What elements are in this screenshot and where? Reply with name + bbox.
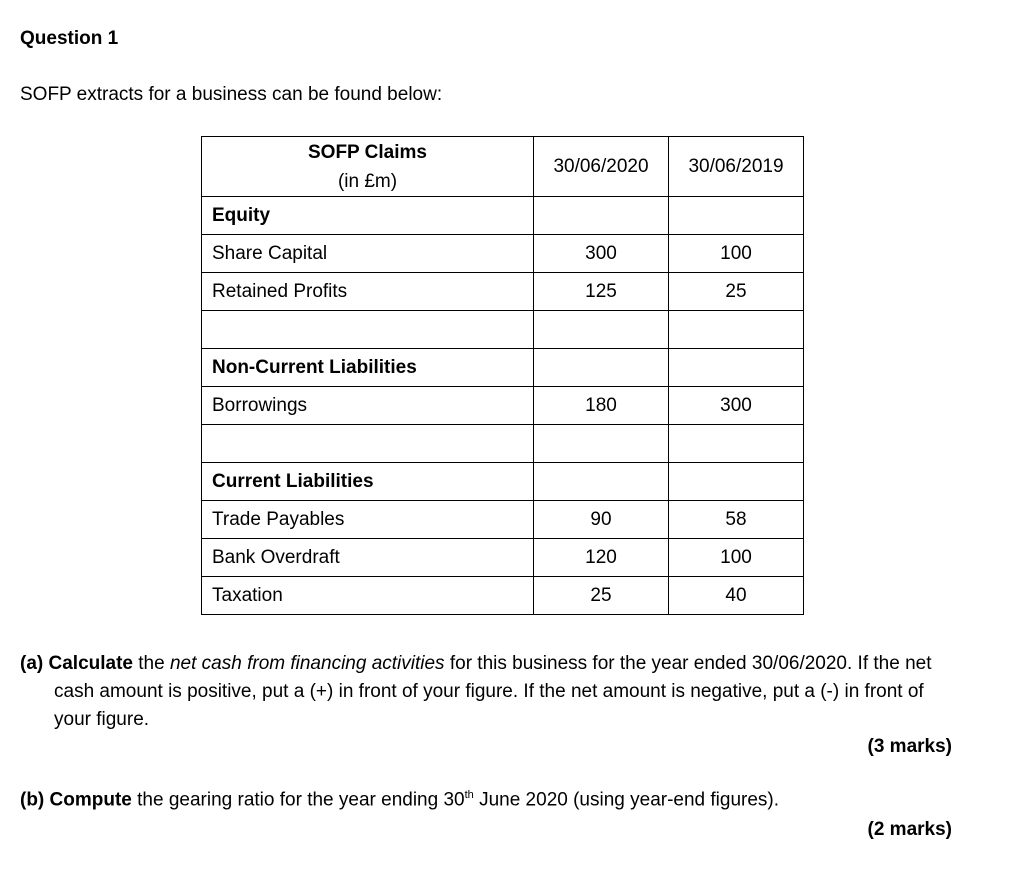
row-label: Retained Profits [202, 273, 534, 311]
row-value-2020 [534, 311, 669, 349]
row-value-2019: 25 [669, 273, 804, 311]
header-subtitle: (in £m) [337, 170, 398, 192]
row-value-2019: 40 [669, 577, 804, 615]
part-a [20, 650, 960, 734]
header-title: SOFP Claims [308, 141, 427, 163]
part-b-text2: June 2020 (using year-end figures). [479, 789, 780, 811]
table-row [202, 387, 804, 425]
row-value-2020 [534, 349, 669, 387]
row-label: Equity [202, 197, 534, 235]
table-row [202, 501, 804, 539]
row-value-2019 [669, 349, 804, 387]
row-value-2020 [534, 197, 669, 235]
part-b-label: (b) [20, 789, 45, 811]
table-row [202, 235, 804, 273]
row-value-2020: 125 [534, 273, 669, 311]
row-value-2020: 90 [534, 501, 669, 539]
sofp-table [201, 136, 804, 615]
row-label: Current Liabilities [202, 463, 534, 501]
row-label: Non-Current Liabilities [202, 349, 534, 387]
row-value-2020 [534, 425, 669, 463]
row-value-2019 [669, 425, 804, 463]
table-row [202, 577, 804, 615]
table-row [202, 463, 804, 501]
question-title: Question 1 [20, 28, 119, 49]
table-row [202, 349, 804, 387]
header-col-2019: 30/06/2019 [669, 137, 804, 197]
row-label: Share Capital [202, 235, 534, 273]
part-a-text1: the [138, 653, 165, 674]
row-value-2019: 58 [669, 501, 804, 539]
table-row [202, 197, 804, 235]
row-label: Trade Payables [202, 501, 534, 539]
header-claims-cell [202, 137, 534, 197]
row-value-2019: 300 [669, 387, 804, 425]
table-header-row [202, 137, 804, 197]
row-value-2020 [534, 463, 669, 501]
row-label: Bank Overdraft [202, 539, 534, 577]
row-value-2020: 120 [534, 539, 669, 577]
part-a-marks: (3 marks) [867, 736, 952, 757]
row-value-2019 [669, 311, 804, 349]
part-b-marks: (2 marks) [867, 819, 952, 840]
row-label: Taxation [202, 577, 534, 615]
part-a-text2: for this business for the year ended 30/06/2020. If the net cash amount is positive, put a (+) in front of your figure. If the net amount is negative, put a (-) in front of your figure. [54, 653, 932, 730]
row-value-2020: 25 [534, 577, 669, 615]
part-b-text1: the gearing ratio for the year ending 30 [137, 789, 465, 811]
header-col-2020: 30/06/2020 [534, 137, 669, 197]
row-label [202, 425, 534, 463]
part-a-label: (a) [20, 653, 44, 674]
row-value-2020: 180 [534, 387, 669, 425]
row-label: Borrowings [202, 387, 534, 425]
part-b [20, 789, 779, 811]
part-a-italic: net cash from financing activities [169, 653, 445, 674]
table-row [202, 273, 804, 311]
row-value-2019 [669, 463, 804, 501]
row-value-2019 [669, 197, 804, 235]
row-label [202, 311, 534, 349]
table-row [202, 425, 804, 463]
part-a-verb: Calculate [48, 653, 133, 674]
part-a-text [20, 650, 960, 734]
part-b-sup: th [464, 789, 474, 801]
row-value-2019: 100 [669, 539, 804, 577]
table-row [202, 539, 804, 577]
row-value-2020: 300 [534, 235, 669, 273]
row-value-2019: 100 [669, 235, 804, 273]
table-row [202, 311, 804, 349]
part-b-verb: Compute [49, 789, 132, 811]
intro-text: SOFP extracts for a business can be found below: [20, 84, 443, 105]
